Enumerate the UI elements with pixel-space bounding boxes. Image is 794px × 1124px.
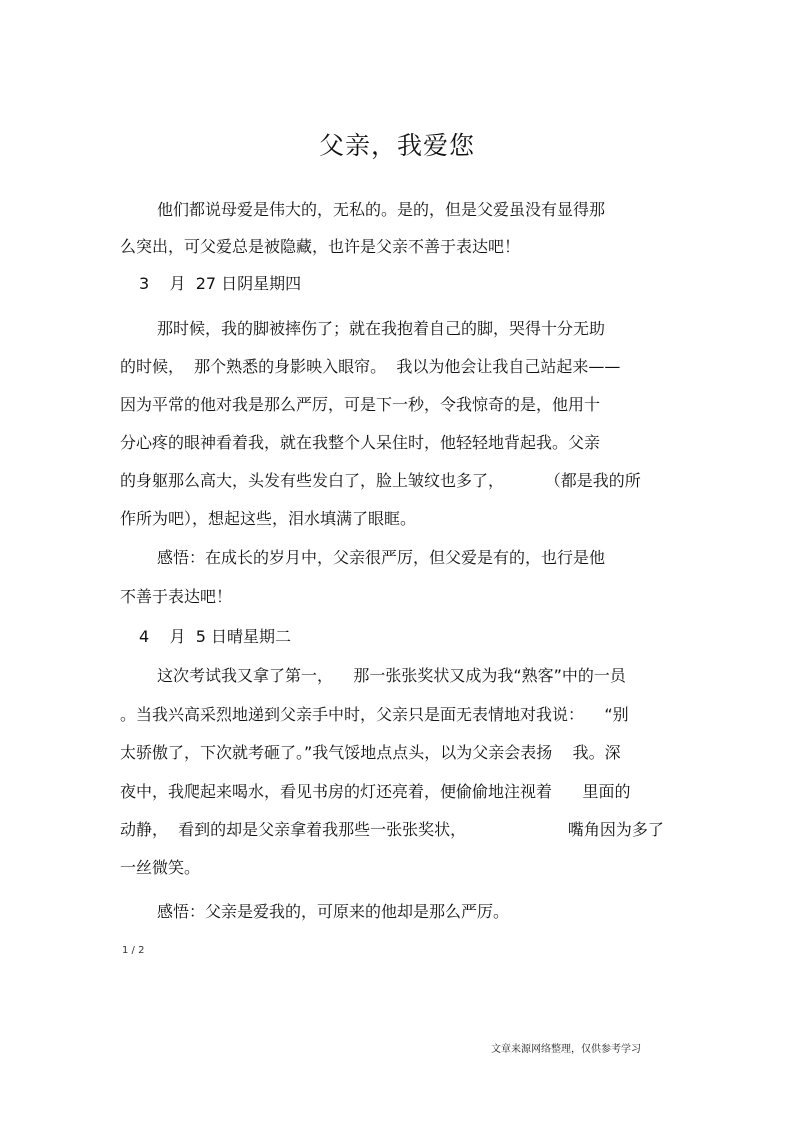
text-line: 太骄傲了，下次就考砸了。”我气馁地点点头，以为父亲会表扬 我。深 <box>120 743 621 762</box>
text-line: 动静， 看到的却是父亲拿着我那些一张张奖状， 嘴角因为多了 <box>120 820 664 839</box>
diary-date-line: 3 月 27 日阴星期四 <box>139 274 302 293</box>
page-number: 1 / 2 <box>122 945 145 956</box>
text-line: 那时候，我的脚被摔伤了；就在我抱着自己的脚，哭得十分无助 <box>157 319 606 338</box>
text-line: 这次考试我又拿了第一， 那一张张奖状又成为我“熟客”中的一员 <box>157 666 626 685</box>
diary-date-line: 4 月 5 日晴星期二 <box>139 627 291 646</box>
text-line: 的身躯那么高大，头发有些发白了，脸上皱纹也多了， （都是我的所 <box>120 471 641 490</box>
text-line: 一丝微笑。 <box>120 858 201 877</box>
text-line: 不善于表达吧！ <box>120 587 233 606</box>
text-line: 作所为吧），想起这些，泪水填满了眼眶。 <box>120 509 417 528</box>
text-line: 么突出，可父爱总是被隐藏，也许是父亲不善于表达吧！ <box>120 237 521 256</box>
text-line: 他们都说母爱是伟大的，无私的。是的，但是父爱虽没有显得那 <box>157 200 606 219</box>
document-title: 父亲，我爱您 <box>318 131 475 160</box>
text-line: 。当我兴高采烈地递到父亲手中时，父亲只是面无表情地对我说： “别 <box>120 705 629 724</box>
text-line: 因为平常的他对我是那么严厉，可是下一秒，令我惊奇的是，他用十 <box>120 395 601 414</box>
text-line: 分心疼的眼神看着我，就在我整个人呆住时，他轻轻地背起我。父亲 <box>120 433 601 452</box>
reflection-line: 感悟：父亲是爱我的，可原来的他却是那么严厉。 <box>157 902 510 921</box>
reflection-line: 感悟：在成长的岁月中，父亲很严厉，但父爱是有的，也行是他 <box>157 548 606 567</box>
text-line: 夜中，我爬起来喝水，看见书房的灯还亮着，便偷偷地注视着 里面的 <box>120 782 631 801</box>
source-note: 文章来源网络整理，仅供参考学习 <box>491 1044 641 1055</box>
text-line: 的时候， 那个熟悉的身影映入眼帘。 我以为他会让我自己站起来—— <box>120 357 621 376</box>
